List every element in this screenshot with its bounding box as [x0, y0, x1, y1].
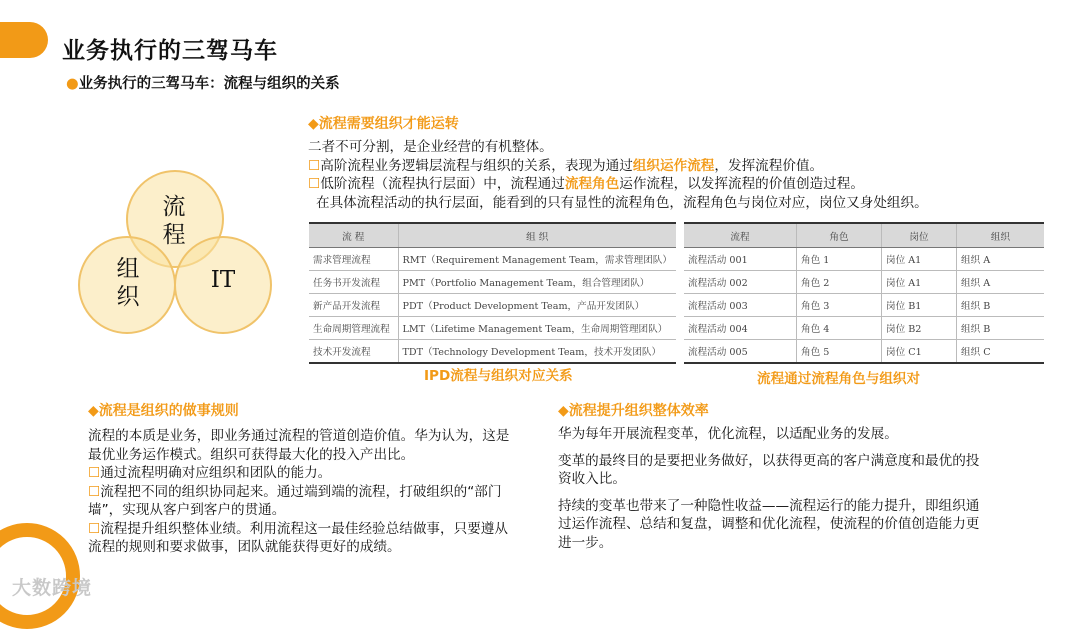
right-paragraph-1: 华为每年开展流程变革，优化流程，以适配业务的发展。	[558, 426, 898, 442]
top-line-4: 在具体流程活动的执行层面，能看到的只有显性的流程角色，流程角色与岗位对应，岗位又身处组织。	[316, 194, 928, 211]
section-heading-efficiency: ◆流程提升组织整体效率	[558, 403, 709, 419]
process-role-org-table	[684, 222, 1044, 364]
page-title: 业务执行的三驾马车	[62, 38, 278, 64]
table2-caption: 流程通过流程角色与组织对	[757, 371, 921, 387]
table2-header-org: 组织	[957, 223, 1045, 248]
ipd-process-org-table	[309, 222, 676, 364]
top-section-body	[308, 138, 1068, 212]
top-line-2: ☐高阶流程业务逻辑层流程与组织的关系，表现为通过组织运作流程，发挥流程价值。	[308, 157, 824, 174]
section-heading-org-needed: ◆流程需要组织才能运转	[308, 116, 459, 132]
square-bullet-icon: ☐	[88, 483, 101, 500]
table1-header-process: 流 程	[309, 223, 398, 248]
table2-header-process: 流程	[684, 223, 797, 248]
highlight-org-run-process: 组织运作流程	[632, 157, 715, 174]
venn-label-it: IT	[210, 267, 236, 293]
table-row: 需求管理流程 RMT（Requirement Management Team，需求管理团队）	[309, 248, 676, 271]
left-paragraph-3: ☐流程把不同的组织协同起来。通过端到端的流程，打破组织的“部门墙”，实现从客户到客户的贯通。	[88, 483, 502, 518]
venn-label-org: 组织	[116, 256, 140, 310]
subtitle	[66, 74, 396, 95]
table2-header-post: 岗位	[882, 223, 957, 248]
section-heading-process-rules: ◆流程是组织的做事规则	[88, 403, 239, 419]
top-line-3: ☐低阶流程（流程执行层面）中，流程通过流程角色运作流程，以发挥流程的价值创造过程。	[308, 176, 864, 192]
venn-label-process: 流程	[162, 194, 186, 248]
table-row: 新产品开发流程 PDT（Product Development Team，产品开发团队）	[309, 294, 676, 317]
table1-caption: IPD流程与组织对应关系	[424, 368, 573, 384]
table-row: 流程活动 005 角色 5 岗位 C1 组织 C	[684, 340, 1044, 364]
right-paragraph-3: 持续的变革也带来了一种隐性收益——流程运行的能力提升，即组织通过运作流程、总结和复盘，调整和优化流程，使流程的价值创造能力更进一步。	[558, 497, 980, 551]
table1-header-org: 组 织	[398, 223, 676, 248]
left-paragraph-1: 流程的本质是业务，即业务通过流程的管道创造价值。华为认为，这是最优业务运作模式。组织可获得最大化的投入产出比。	[88, 428, 510, 463]
square-bullet-icon: ☐	[308, 176, 321, 192]
table-row: 技术开发流程 TDT（Technology Development Team，技术开发团队）	[309, 340, 676, 364]
table-row: 流程活动 001 角色 1 岗位 A1 组织 A	[684, 248, 1044, 271]
watermark-text: 大数跨境	[12, 577, 93, 599]
table-row: 流程活动 003 角色 3 岗位 B1 组织 B	[684, 294, 1044, 317]
highlight-process-role: 流程角色	[564, 176, 620, 192]
table-row: 任务书开发流程 PMT（Portfolio Management Team，组合管理团队）	[309, 271, 676, 294]
bullet-dot: ●	[66, 76, 79, 92]
title-accent-tab	[0, 22, 48, 58]
square-bullet-icon: ☐	[308, 157, 321, 174]
table-row: 流程活动 004 角色 4 岗位 B2 组织 B	[684, 317, 1044, 340]
table-row: 生命周期管理流程 LMT（Lifetime Management Team，生命周期管理团队）	[309, 317, 676, 340]
left-paragraph-2: ☐通过流程明确对应组织和团队的能力。	[88, 465, 332, 481]
right-paragraph-2: 变革的最终目的是要把业务做好，以获得更高的客户满意度和最优的投资收入比。	[558, 452, 980, 487]
left-paragraph-4: ☐流程提升组织整体业绩。利用流程这一最佳经验总结做事，只要遵从流程的规则和要求做事，团队就能获得更好的成绩。	[88, 520, 508, 555]
square-bullet-icon: ☐	[88, 520, 101, 537]
subtitle-text: 业务执行的三驾马车：流程与组织的关系	[78, 76, 340, 92]
table-row: 流程活动 002 角色 2 岗位 A1 组织 A	[684, 271, 1044, 294]
right-section-body	[558, 425, 988, 552]
table2-header-role: 角色	[797, 223, 882, 248]
square-bullet-icon: ☐	[88, 465, 101, 481]
left-section-body	[88, 427, 520, 557]
top-line-1: 二者不可分割，是企业经营的有机整体。	[308, 139, 553, 155]
